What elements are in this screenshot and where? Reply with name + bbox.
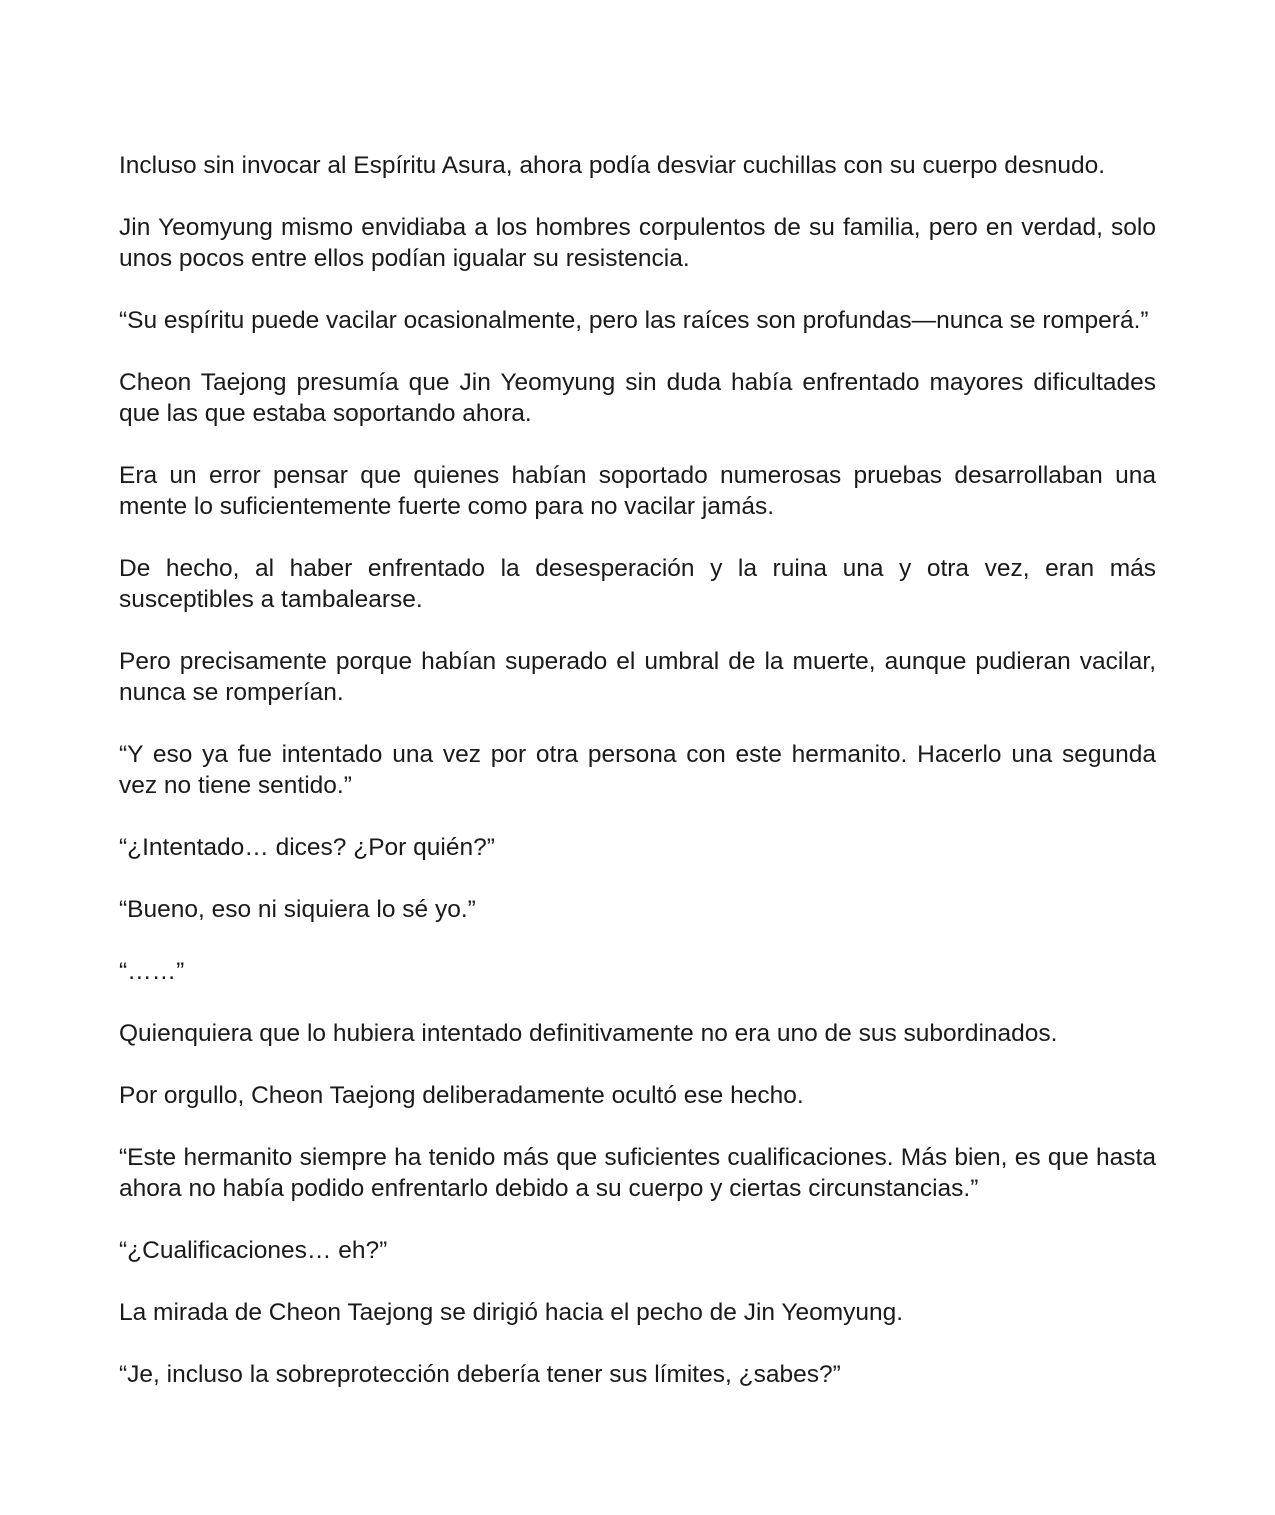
paragraph: “¿Intentado… dices? ¿Por quién?” bbox=[119, 834, 495, 861]
paragraph: Pero precisamente porque habían superado el umbral de la muerte, aunque pudieran vacilar, nunca se romperían. bbox=[119, 648, 1156, 706]
paragraph: Quienquiera que lo hubiera intentado definitivamente no era uno de sus subordinados. bbox=[119, 1020, 1058, 1047]
paragraph: “Y eso ya fue intentado una vez por otra persona con este hermanito. Hacerlo una segunda vez no tiene sentido.” bbox=[119, 741, 1156, 799]
paragraph: Incluso sin invocar al Espíritu Asura, ahora podía desviar cuchillas con su cuerpo desnudo. bbox=[119, 152, 1106, 179]
document-page bbox=[119, 150, 1156, 1390]
paragraph: “¿Cualificaciones… eh?” bbox=[119, 1237, 388, 1264]
paragraph: La mirada de Cheon Taejong se dirigió hacia el pecho de Jin Yeomyung. bbox=[119, 1299, 904, 1326]
paragraph: Por orgullo, Cheon Taejong deliberadamente ocultó ese hecho. bbox=[119, 1082, 804, 1109]
paragraph: “……” bbox=[119, 958, 185, 985]
paragraph: “Su espíritu puede vacilar ocasionalmente, pero las raíces son profundas—nunca se romperá.” bbox=[119, 307, 1149, 334]
paragraph: Cheon Taejong presumía que Jin Yeomyung sin duda había enfrentado mayores dificultades que las que estaba soportando ahora. bbox=[119, 369, 1156, 427]
paragraph: Jin Yeomyung mismo envidiaba a los hombres corpulentos de su familia, pero en verdad, solo unos pocos entre ellos podían igualar su resistencia. bbox=[119, 214, 1156, 272]
paragraph: Era un error pensar que quienes habían soportado numerosas pruebas desarrollaban una mente lo suficientemente fuerte como para no vacilar jamás. bbox=[119, 462, 1156, 520]
paragraph: De hecho, al haber enfrentado la desesperación y la ruina una y otra vez, eran más susceptibles a tambalearse. bbox=[119, 555, 1156, 613]
paragraph: “Este hermanito siempre ha tenido más que suficientes cualificaciones. Más bien, es que hasta ahora no había podido enfrentarlo debido a su cuerpo y ciertas circunstancias.” bbox=[119, 1144, 1156, 1202]
paragraph: “Je, incluso la sobreprotección debería tener sus límites, ¿sabes?” bbox=[119, 1361, 841, 1388]
paragraph: “Bueno, eso ni siquiera lo sé yo.” bbox=[119, 896, 476, 923]
